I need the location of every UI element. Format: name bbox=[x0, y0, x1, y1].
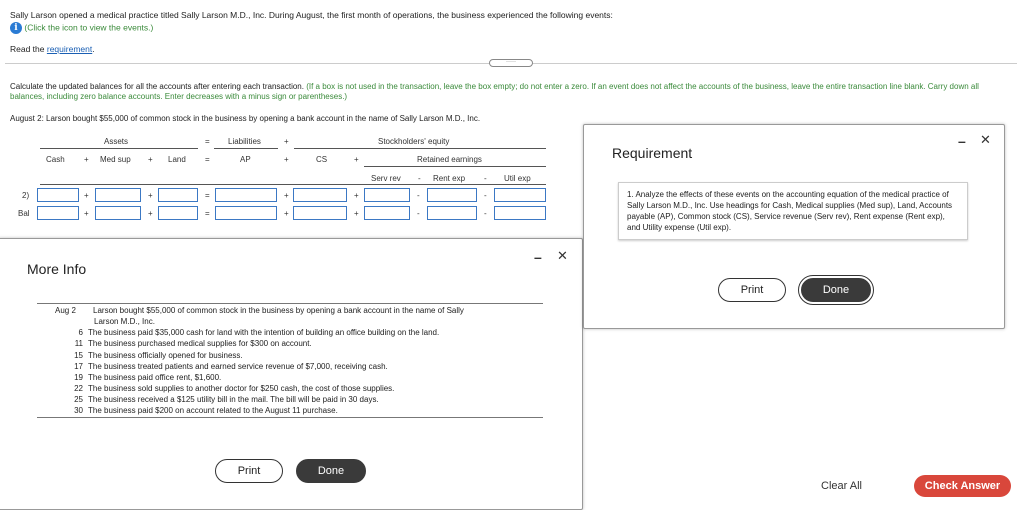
rentexp-input[interactable] bbox=[427, 206, 477, 220]
col-cash: Cash bbox=[46, 155, 65, 164]
event-date: Aug 2 bbox=[55, 306, 76, 315]
transaction-prompt: August 2: Larson bought $55,000 of common stock in the business by opening a bank account in the name of Sally Larson M.D., Inc. bbox=[10, 114, 481, 123]
col-land: Land bbox=[168, 155, 186, 164]
event-row bbox=[55, 406, 338, 415]
op-minus: - bbox=[417, 209, 420, 218]
op-plus: + bbox=[84, 209, 89, 218]
event-text: The business sold supplies to another doctor for $250 cash, the cost of those supplies. bbox=[88, 384, 395, 393]
liabilities-header: Liabilities bbox=[228, 137, 261, 146]
retained-underline bbox=[364, 166, 546, 167]
servrev-input[interactable] bbox=[364, 188, 410, 202]
header-bottom-line bbox=[40, 184, 546, 185]
check-answer-button[interactable]: Check Answer bbox=[914, 475, 1011, 497]
print-button[interactable]: Print bbox=[718, 278, 786, 302]
equity-underline bbox=[294, 148, 546, 149]
op-plus: + bbox=[84, 191, 89, 200]
read-suffix: . bbox=[92, 44, 95, 54]
instructions-hint: (If a box is not used in the transaction, leave the box empty; do not enter a zero. If an event does not affect the accounts of the business, leave the entire transaction line blank. Carry down all balances, including zero balance accounts. Enter decreases with a minus sign or parentheses.) bbox=[10, 82, 979, 101]
cash-input[interactable] bbox=[37, 206, 79, 220]
event-text: The business paid $200 on account related to the August 11 purchase. bbox=[88, 406, 338, 415]
op-minus: - bbox=[484, 174, 487, 183]
event-date: 6 bbox=[78, 328, 83, 337]
event-date: 15 bbox=[74, 351, 83, 360]
event-row bbox=[55, 373, 221, 382]
requirement-link[interactable]: requirement bbox=[46, 44, 93, 54]
land-input[interactable] bbox=[158, 206, 198, 220]
event-row bbox=[55, 362, 388, 371]
minimize-icon[interactable]: – bbox=[958, 133, 966, 149]
event-text: The business officially opened for business. bbox=[88, 351, 243, 360]
liabilities-underline bbox=[214, 148, 278, 149]
print-button[interactable]: Print bbox=[215, 459, 283, 483]
requirement-title: Requirement bbox=[612, 145, 693, 161]
event-row bbox=[55, 339, 312, 348]
col-utilexp: Util exp bbox=[504, 174, 531, 183]
op-minus: - bbox=[484, 209, 487, 218]
event-date: 25 bbox=[74, 395, 83, 404]
event-row bbox=[55, 306, 464, 315]
instructions bbox=[10, 82, 1000, 102]
event-row bbox=[55, 328, 439, 337]
assets-underline bbox=[40, 148, 198, 149]
info-icon[interactable]: i bbox=[10, 22, 22, 34]
requirement-text: 1. Analyze the effects of these events on the accounting equation of the medical practice of Sally Larson M.D., Inc. Use headings for Cash, Medical supplies (Med sup), Land, Accounts payable (AP), Common stock (CS), Service revenue (Serv rev), Rent expense (Rent exp), and Utility expense (Util exp). bbox=[627, 190, 953, 232]
rentexp-input[interactable] bbox=[427, 188, 477, 202]
events-bottom-rule bbox=[37, 417, 543, 418]
op-eq: = bbox=[205, 209, 210, 218]
row-label: Bal bbox=[18, 209, 30, 218]
icon-hint: (Click the icon to view the events.) bbox=[24, 22, 154, 33]
done-button[interactable]: Done bbox=[296, 459, 366, 483]
op-eq: = bbox=[205, 191, 210, 200]
instructions-main: Calculate the updated balances for all the accounts after entering each transaction. bbox=[10, 82, 304, 91]
eq-sign-header: = bbox=[205, 137, 210, 146]
event-date: 30 bbox=[74, 406, 83, 415]
event-date: 17 bbox=[74, 362, 83, 371]
col-rentexp: Rent exp bbox=[433, 174, 466, 183]
event-date: 19 bbox=[74, 373, 83, 382]
event-text: The business purchased medical supplies for $300 on account. bbox=[88, 339, 312, 348]
intro-text: Sally Larson opened a medical practice titled Sally Larson M.D., Inc. During August, the first month of operations, the business experienced the following events: bbox=[10, 10, 613, 20]
event-text: The business received a $125 utility bill in the mail. The bill will be paid in 30 days. bbox=[88, 395, 379, 404]
cs-input[interactable] bbox=[293, 206, 347, 220]
medsup-input[interactable] bbox=[95, 188, 141, 202]
utilexp-input[interactable] bbox=[494, 206, 546, 220]
row-label: 2) bbox=[22, 191, 30, 200]
servrev-input[interactable] bbox=[364, 206, 410, 220]
land-input[interactable] bbox=[158, 188, 198, 202]
event-text: The business paid office rent, $1,600. bbox=[88, 373, 222, 382]
event-text: The business paid $35,000 cash for land with the intention of building an office building on the land. bbox=[88, 328, 440, 337]
utilexp-input[interactable] bbox=[494, 188, 546, 202]
event-row bbox=[55, 351, 243, 360]
medsup-input[interactable] bbox=[95, 206, 141, 220]
minimize-icon[interactable]: – bbox=[534, 249, 542, 265]
close-icon[interactable]: ✕ bbox=[980, 132, 991, 147]
op-plus: + bbox=[148, 155, 153, 164]
more-info-modal bbox=[0, 238, 583, 510]
event-row bbox=[55, 384, 394, 393]
collapse-toggle[interactable]: ····· bbox=[489, 59, 533, 67]
op-plus: + bbox=[148, 191, 153, 200]
col-cs: CS bbox=[316, 155, 328, 164]
more-info-title: More Info bbox=[27, 261, 87, 277]
op-minus: - bbox=[418, 174, 421, 183]
op-plus: + bbox=[284, 155, 289, 164]
op-plus: + bbox=[84, 155, 89, 164]
clear-all-button[interactable]: Clear All bbox=[821, 480, 862, 492]
col-servrev: Serv rev bbox=[371, 174, 401, 183]
icon-hint-row bbox=[10, 22, 153, 34]
event-text: Larson bought $55,000 of common stock in the business by opening a bank account in the name of Sally bbox=[93, 306, 464, 315]
op-plus: + bbox=[284, 191, 289, 200]
op-plus: + bbox=[354, 155, 359, 164]
cash-input[interactable] bbox=[37, 188, 79, 202]
requirement-box bbox=[618, 182, 968, 240]
op-plus: + bbox=[284, 209, 289, 218]
equity-header: Stockholders' equity bbox=[378, 137, 450, 146]
op-plus: + bbox=[354, 209, 359, 218]
op-plus: + bbox=[354, 191, 359, 200]
event-date: 11 bbox=[74, 339, 83, 348]
op-minus: - bbox=[417, 191, 420, 200]
plus-header: + bbox=[284, 137, 289, 146]
col-medsup: Med sup bbox=[100, 155, 131, 164]
cs-input[interactable] bbox=[293, 188, 347, 202]
event-row bbox=[55, 395, 379, 404]
read-prefix: Read the bbox=[10, 44, 47, 54]
ap-input[interactable] bbox=[215, 206, 277, 220]
close-icon[interactable]: ✕ bbox=[557, 248, 568, 263]
assets-header: Assets bbox=[104, 137, 129, 146]
op-plus: + bbox=[148, 209, 153, 218]
retained-header: Retained earnings bbox=[417, 155, 482, 164]
done-button[interactable]: Done bbox=[801, 278, 871, 302]
read-requirement bbox=[10, 44, 95, 54]
event-text: The business treated patients and earned service revenue of $7,000, receiving cash. bbox=[88, 362, 388, 371]
event-date: 22 bbox=[74, 384, 83, 393]
events-top-rule bbox=[37, 303, 543, 304]
requirement-modal bbox=[583, 124, 1005, 329]
op-minus: - bbox=[484, 191, 487, 200]
col-ap: AP bbox=[240, 155, 251, 164]
event-row-cont: Larson M.D., Inc. bbox=[94, 317, 155, 326]
op-eq: = bbox=[205, 155, 210, 164]
ap-input[interactable] bbox=[215, 188, 277, 202]
